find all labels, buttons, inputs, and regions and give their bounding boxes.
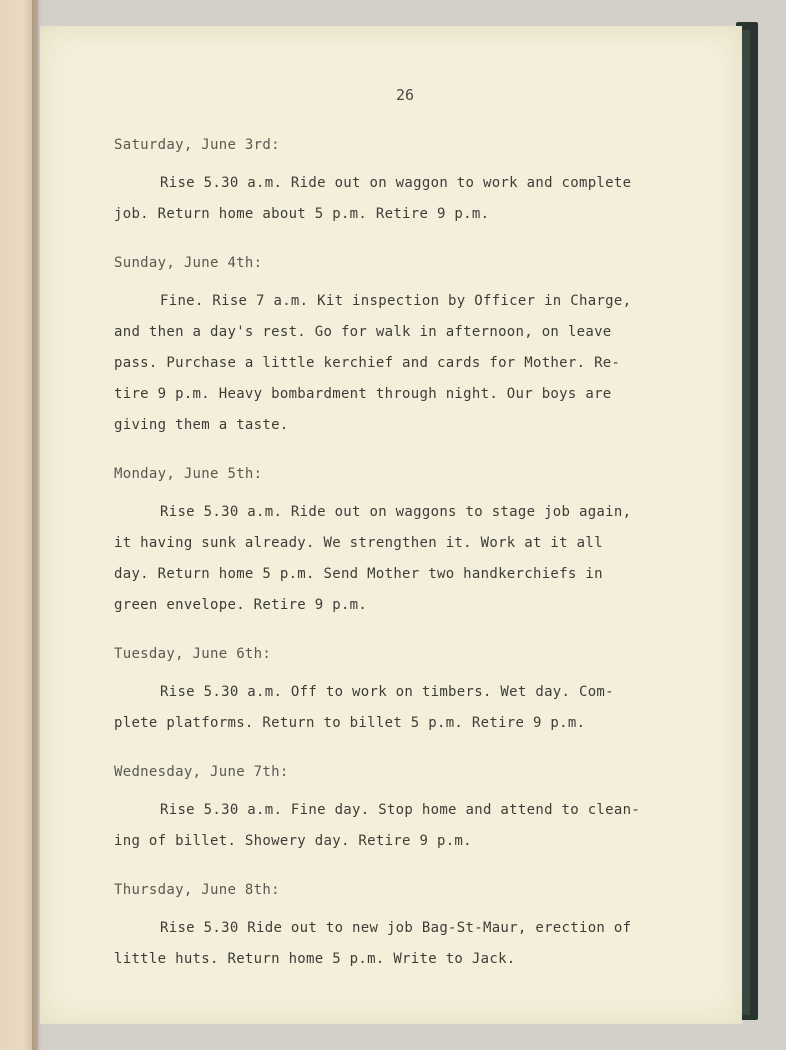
entry-line: Rise 5.30 Ride out to new job Bag-St-Maur, erection of bbox=[160, 920, 632, 936]
entry-line: Fine. Rise 7 a.m. Kit inspection by Officer in Charge, bbox=[160, 293, 632, 309]
entry-line: plete platforms. Return to billet 5 p.m. Retire 9 p.m. bbox=[114, 715, 586, 731]
diary-entry bbox=[114, 645, 714, 739]
entry-line: day. Return home 5 p.m. Send Mother two handkerchiefs in bbox=[114, 566, 603, 582]
entry-date: Tuesday, June 6th: bbox=[114, 646, 272, 662]
entry-date: Thursday, June 8th: bbox=[114, 882, 280, 898]
diary-entry bbox=[114, 136, 714, 230]
entry-line: little huts. Return home 5 p.m. Write to Jack. bbox=[114, 951, 516, 967]
diary-entry bbox=[114, 881, 714, 975]
diary-text bbox=[114, 136, 714, 999]
diary-entry bbox=[114, 254, 714, 441]
entry-date: Sunday, June 4th: bbox=[114, 255, 263, 271]
entry-line: job. Return home about 5 p.m. Retire 9 p.m. bbox=[114, 206, 490, 222]
diary-entry bbox=[114, 763, 714, 857]
entry-date: Saturday, June 3rd: bbox=[114, 137, 280, 153]
entry-line: pass. Purchase a little kerchief and cards for Mother. Re- bbox=[114, 355, 621, 371]
entry-date: Monday, June 5th: bbox=[114, 466, 263, 482]
entry-line: giving them a taste. bbox=[114, 417, 289, 433]
entry-date: Wednesday, June 7th: bbox=[114, 764, 289, 780]
entry-line: Rise 5.30 a.m. Ride out on waggon to work and complete bbox=[160, 175, 632, 191]
diary-page bbox=[40, 26, 742, 1024]
diary-entry bbox=[114, 465, 714, 621]
entry-line: Rise 5.30 a.m. Fine day. Stop home and attend to clean- bbox=[160, 802, 641, 818]
entry-line: and then a day's rest. Go for walk in afternoon, on leave bbox=[114, 324, 612, 340]
entry-line: green envelope. Retire 9 p.m. bbox=[114, 597, 368, 613]
entry-line: Rise 5.30 a.m. Off to work on timbers. Wet day. Com- bbox=[160, 684, 614, 700]
book-cover-inner bbox=[742, 30, 750, 1015]
entry-line: Rise 5.30 a.m. Ride out on waggons to stage job again, bbox=[160, 504, 632, 520]
entry-line: it having sunk already. We strengthen it. Work at it all bbox=[114, 535, 603, 551]
entry-line: tire 9 p.m. Heavy bombardment through night. Our boys are bbox=[114, 386, 612, 402]
entry-line: ing of billet. Showery day. Retire 9 p.m. bbox=[114, 833, 472, 849]
page-number: 26 bbox=[396, 86, 415, 104]
